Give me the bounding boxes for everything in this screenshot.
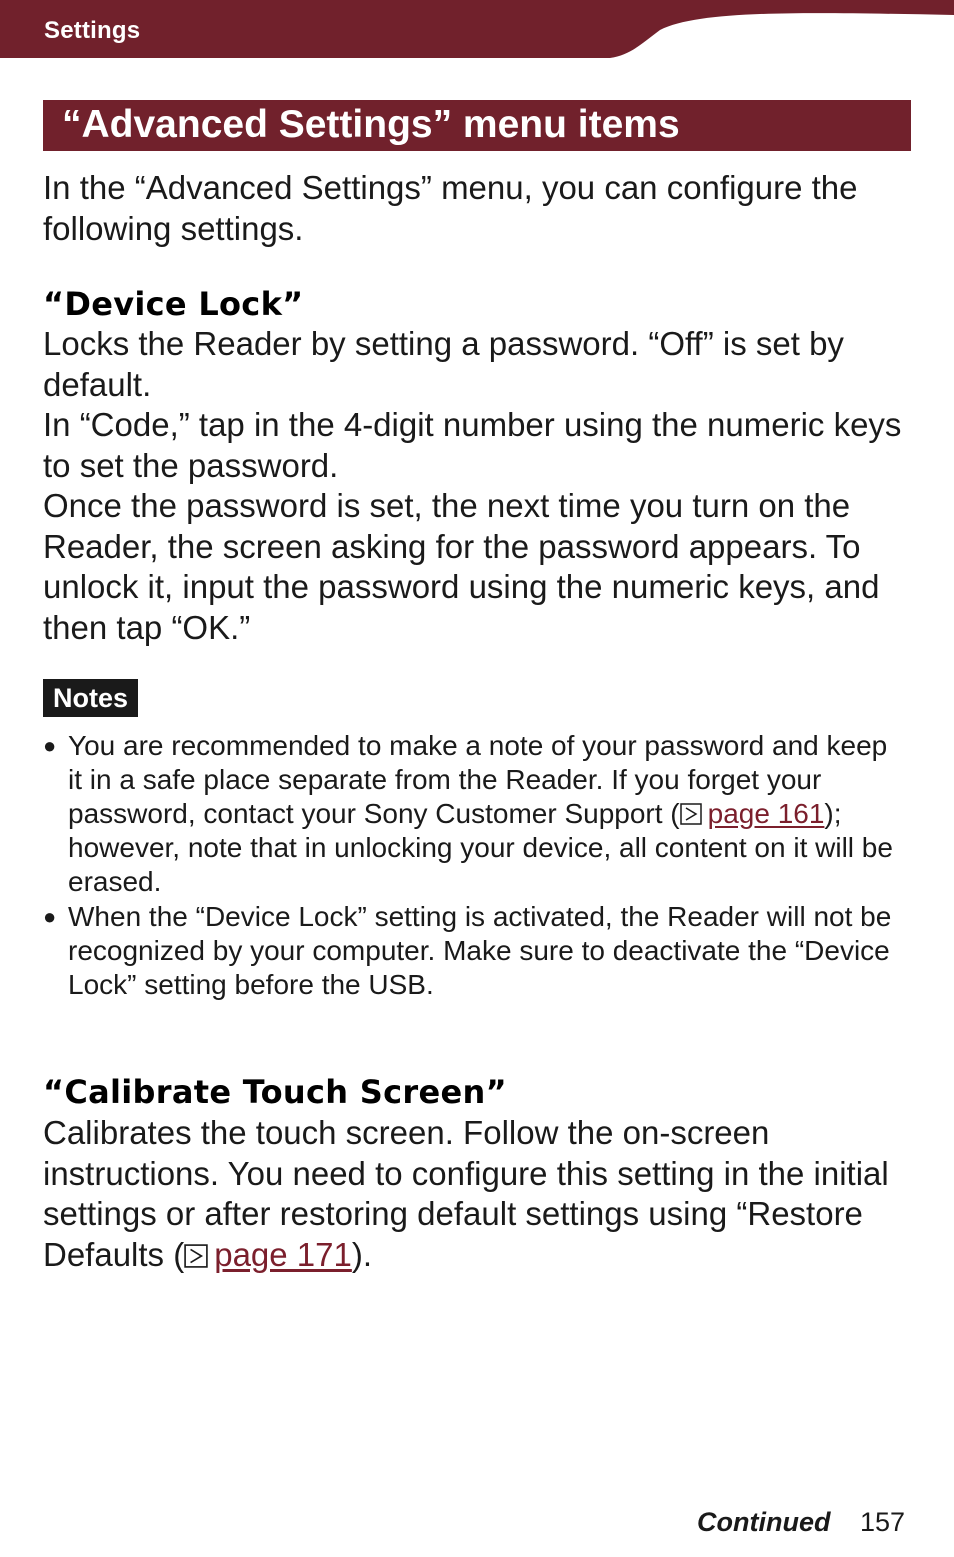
page-161-link[interactable]: page 161 bbox=[680, 798, 825, 829]
section-tab-shape bbox=[0, 0, 954, 58]
page-number: 157 bbox=[860, 1507, 906, 1537]
device-lock-heading: “Device Lock” bbox=[43, 285, 304, 323]
device-lock-line-2: In “Code,” tap in the 4-digit number using the numeric keys to set the password. bbox=[43, 406, 902, 484]
page-reference-arrow-icon bbox=[680, 803, 702, 825]
bullet-icon: ● bbox=[43, 733, 57, 758]
note-text: When the “Device Lock” setting is activated, the Reader will not be recognized by your computer. Make sure to deactivate the “Device Lock” setting before the USB. bbox=[68, 901, 892, 1000]
continued-label: Continued bbox=[697, 1507, 831, 1537]
note-text: You are recommended to make a note of your password and keep it in a safe place separate from the Reader. If you forget your password, contact your Sony Customer Support ( page 161); however, note that in unlocking your device, all content on it will be erased. bbox=[68, 730, 893, 897]
notes-badge: Notes bbox=[43, 679, 138, 717]
device-lock-description bbox=[43, 324, 923, 648]
device-lock-line-3: Once the password is set, the next time you turn on the Reader, the screen asking for the password appears. To unlock it, input the password using the numeric keys, and then tap “OK.” bbox=[43, 487, 880, 646]
intro-paragraph: In the “Advanced Settings” menu, you can configure the following settings. bbox=[43, 169, 858, 247]
note-item bbox=[43, 729, 903, 899]
device-lock-line-1: Locks the Reader by setting a password. “Off” is set by default. bbox=[43, 325, 844, 403]
section-tab bbox=[0, 0, 954, 58]
section-tab-label: Settings bbox=[44, 17, 141, 44]
calibrate-heading: “Calibrate Touch Screen” bbox=[43, 1073, 507, 1111]
page-title: “Advanced Settings” menu items bbox=[62, 103, 680, 146]
page-171-link[interactable]: page 171 bbox=[184, 1236, 352, 1273]
bullet-icon: ● bbox=[43, 904, 57, 929]
note-item bbox=[43, 900, 903, 1002]
page-reference-arrow-icon bbox=[184, 1244, 208, 1268]
calibrate-description: Calibrates the touch screen. Follow the on-screen instructions. You need to configure this setting in the initial settings or after restoring default settings using “Restore Defaults ( page 171). bbox=[43, 1114, 889, 1273]
